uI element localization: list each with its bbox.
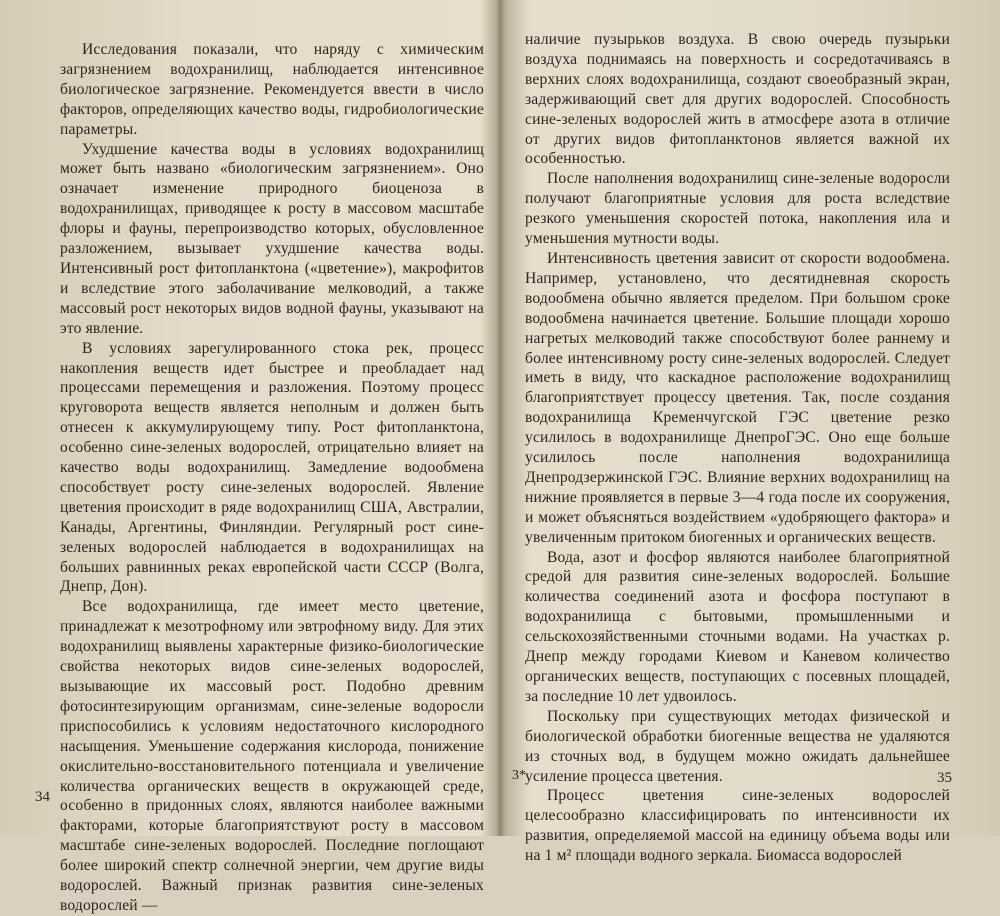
paragraph: После наполнения водохранилищ сине-зеленые водоросли получают благоприятные условия для роста вследствие резкого уменьшения скоростей потока, накопления ила и уменьшения мутности воды. <box>525 170 950 248</box>
right-page-text <box>525 30 950 866</box>
left-page <box>0 0 500 914</box>
paragraph: Поскольку при существующих методах физической и биологической обработки биогенные вещества не удаляются из сточных вод, в будущем можно ожидать дальнейшее усиление процесса цветения. <box>525 707 950 785</box>
left-page-text <box>60 40 484 916</box>
paragraph: Все водохранилища, где имеет место цветение, принадлежат к мезотрофному или эвтрофному виду. Для этих водохранилищ выявлены характерные физико-биологические свойства некоторых видов сине-зеленых водорослей, вызывающие их массовый рост. Подобно древним фотосинтезирующим организмам, сине-зеленые водоросли приспособились к условиям недостаточного кислородного насыщения. Уменьшение содержания кислорода, понижение окислительно-восстановительного потенциала и увеличение количества органических веществ в окружающей среде, особенно в придонных слоях, являются наиболее важными факторами, которые благоприятствуют росту в массовом масштабе сине-зеленых водорослей. Последние поглощают более широкий спектр солнечной энергии, чем другие виды водорослей. Важный признак развития сине-зеленых водорослей — <box>60 598 484 914</box>
paragraph: В условиях зарегулированного стока рек, процесс накопления веществ идет быстрее и преобладает над процессами перемещения и разложения. Поэтому процесс круговорота веществ является неполным и должен быть отнесен к аккумулирующему типу. Рост фитопланктона, особенно сине-зеленых водорослей, отрицательно влияет на качество воды водохранилищ. Замедление водообмена способствует росту сине-зеленых водорослей. Явление цветения происходит в ряде водохранилищ США, Австралии, Канады, Аргентины, Финляндии. Регулярный рост сине-зеленых водорослей наблюдается в водохранилищах на больших равнинных реках европейской части СССР (Волга, Днепр, Дон). <box>60 339 484 596</box>
page-number: 35 <box>937 770 952 786</box>
paragraph: Исследования показали, что наряду с химическим загрязнением водохранилищ, наблюдается интенсивное биологическое загрязнение. Рекомендуется ввести в число факторов, определяющих качество воды, гидробиологические параметры. <box>60 41 484 138</box>
paragraph: Вода, азот и фосфор являются наиболее благоприятной средой для развития сине-зеленых водорослей. Большие количества соединений азота и фосфора поступают в водохранилища с бытовыми, промышленными и сельскохозяйственными сточными водами. На участках р. Днепр между городами Киевом и Каневом количество органических веществ, поступающих с посевных площадей, за последние 10 лет удвоилось. <box>525 548 950 705</box>
paragraph: Процесс цветения сине-зеленых водорослей целесообразно классифицировать по интенсивности их развития, определяемой массой на единицу объема воды или на 1 м² площади водного зеркала. Биомасса водорослей <box>525 787 950 865</box>
right-page <box>500 0 1000 865</box>
page-number: 34 <box>35 789 50 805</box>
paragraph: Ухудшение качества воды в условиях водохранилищ может быть названо «биологическим загрязнением». Оно означает изменение природного биоценоза в водохранилищах, приводящее к росту в массовом масштабе флоры и фауны, перепроизводство которых, обусловленное разложением, вызывает ухудшение качества воды. Интенсивный рост фитопланктона («цветение»), макрофитов и вследствие этого заболачивание мелководий, а также массовый рост некоторых видов водной фауны, указывают на это явление. <box>60 140 484 337</box>
printer-signature-mark: 3* <box>512 768 526 783</box>
paragraph: наличие пузырьков воздуха. В свою очередь пузырьки воздуха поднимаясь на поверхность и сосредотачиваясь в верхних слоях водохранилища, создают своеобразный экран, задерживающий свет для других водорослей. Способность сине-зеленых водорослей жить в атмосфере азота в отличие от других видов фитопланктонов является важной их особенностью. <box>525 31 950 168</box>
paragraph: Интенсивность цветения зависит от скорости водообмена. Например, установлено, что десятидневная скорость водообмена обычно является пределом. При большом сроке водообмена начинается цветение. Большие площади хорошо нагретых мелководий также способствуют более раннему и более интенсивному росту сине-зеленых водорослей. Следует иметь в виду, что каскадное расположение водохранилищ благоприятствует процессу цветения. Так, после создания водохранилища Кременчугской ГЭС цветение резко усилилось в водохранилище ДнепроГЭС. Оно еще больше усилилось после наполнения водохранилища Днепродзержинской ГЭС. Влияние верхних водохранилищ на нижние проявляется в первые 3—4 года после их сооружения, и может объясняться воздействием «удобряющего фактора» и увеличенным притоком биогенных и органических веществ. <box>525 249 950 546</box>
